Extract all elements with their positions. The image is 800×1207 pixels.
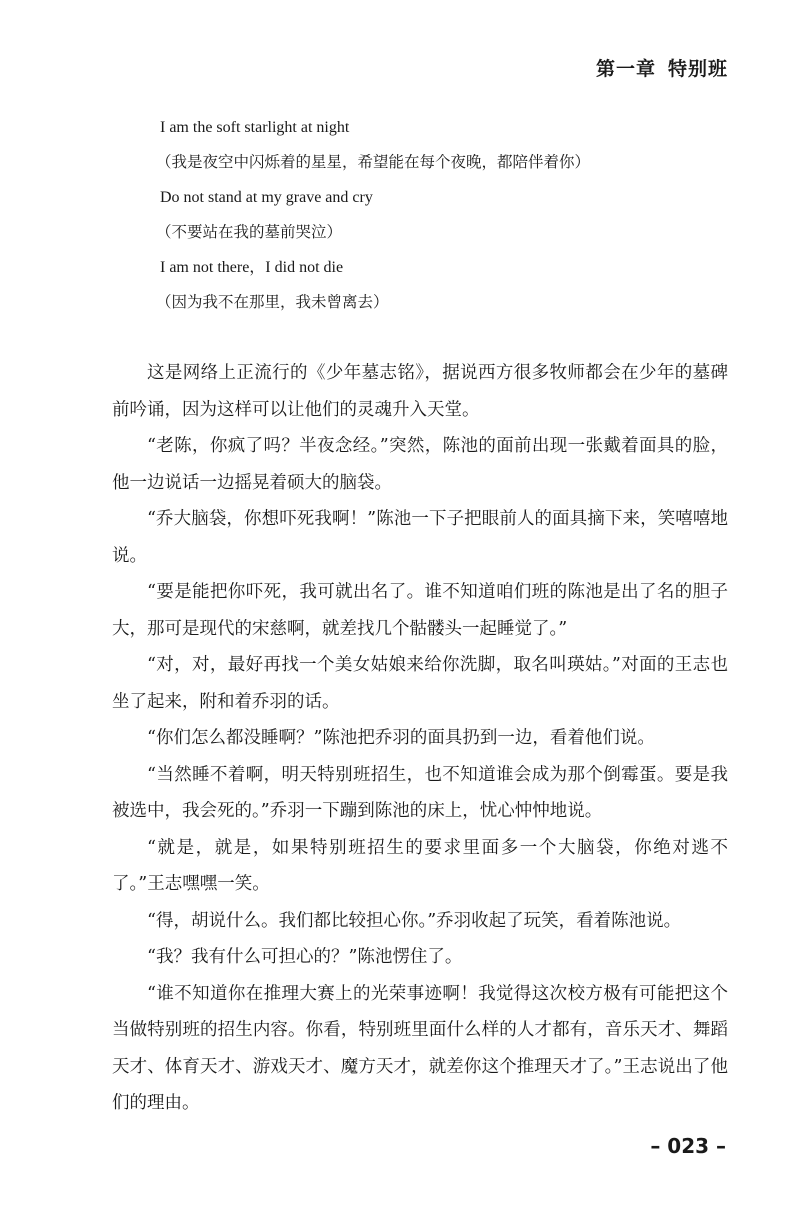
paragraph: “就是，就是，如果特别班招生的要求里面多一个大脑袋，你绝对逃不了。”王志嘿嘿一笑。: [112, 837, 728, 894]
poem-line: Do not stand at my grave and cry: [160, 189, 373, 206]
body-text: [112, 355, 728, 1122]
paragraph: “当然睡不着啊，明天特别班招生，也不知道谁会成为那个倒霉蛋。要是我被选中，我会死的。”乔羽一下蹦到陈池的床上，忧心忡忡地说。: [112, 764, 728, 821]
paragraph: “对，对，最好再找一个美女姑娘来给你洗脚，取名叫瑛姑。”对面的王志也坐了起来，附和着乔羽的话。: [112, 655, 728, 712]
paragraph: “你们怎么都没睡啊？”陈池把乔羽的面具扔到一边，看着他们说。: [147, 728, 655, 748]
poem-line: （不要站在我的墓前哭泣）: [156, 223, 343, 241]
paragraph: “得，胡说什么。我们都比较担心你。”乔羽收起了玩笑，看着陈池说。: [147, 910, 682, 931]
paragraph: “老陈，你疯了吗？半夜念经。”突然，陈池的面前出现一张戴着面具的脸，他一边说话一边摇晃着硕大的脑袋。: [112, 436, 728, 493]
running-header: [596, 54, 728, 81]
chapter-title: 特别班: [667, 58, 728, 80]
poem-block: [156, 115, 720, 325]
poem-line: I am the soft starlight at night: [160, 119, 350, 136]
chapter-number: 第一章: [595, 58, 656, 80]
page-number: – 023 –: [650, 1134, 726, 1158]
paragraph: 这是网络上正流行的《少年墓志铭》，据说西方很多牧师都会在少年的墓碑前吟诵，因为这样可以让他们的灵魂升入天堂。: [112, 363, 728, 420]
paragraph: “要是能把你吓死，我可就出名了。谁不知道咱们班的陈池是出了名的胆子大，那可是现代的宋慈啊，就差找几个骷髅头一起睡觉了。”: [112, 582, 728, 639]
poem-line: （我是夜空中闪烁着的星星，希望能在每个夜晚，都陪伴着你）: [156, 153, 591, 171]
poem-line: （因为我不在那里，我未曾离去）: [156, 293, 389, 311]
paragraph: “我？我有什么可担心的？”陈池愣住了。: [147, 947, 463, 967]
paragraph: “谁不知道你在推理大赛上的光荣事迹啊！我觉得这次校方极有可能把这个当做特别班的招生内容。你看，特别班里面什么样的人才都有，音乐天才、舞蹈天才、体育天才、游戏天才、魔方天才，就差你这个推理天才了。”王志说出了他们的理由。: [112, 983, 728, 1113]
paragraph: “乔大脑袋，你想吓死我啊！”陈池一下子把眼前人的面具摘下来，笑嘻嘻地说。: [112, 509, 728, 566]
poem-line: I am not there，I did not die: [160, 259, 344, 276]
